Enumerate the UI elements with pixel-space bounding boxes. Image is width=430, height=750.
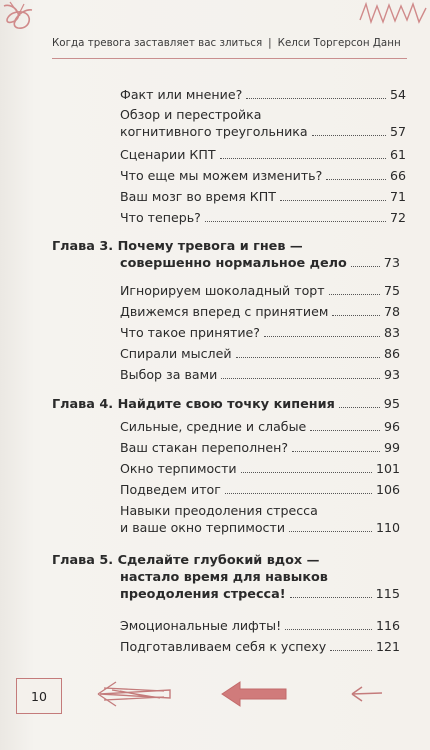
chapter-title-line2: настало время для навыков bbox=[120, 570, 328, 585]
toc-entry[interactable] bbox=[120, 167, 406, 184]
chapter-title-line3: преодоления стресса! bbox=[120, 587, 286, 602]
toc-entry[interactable] bbox=[120, 209, 406, 226]
toc-entry-page: 110 bbox=[375, 520, 400, 535]
toc-entry-page: 57 bbox=[389, 124, 406, 139]
toc-entry-page: 83 bbox=[383, 325, 400, 340]
toc-entry-page: 116 bbox=[375, 618, 400, 633]
toc-entry[interactable] bbox=[120, 418, 400, 435]
leader-dots bbox=[246, 98, 386, 99]
toc-entry-title: Подготавливаем себя к успеху bbox=[120, 639, 327, 654]
chapter-title-line2: совершенно нормальное дело bbox=[120, 256, 347, 271]
toc-chapter-3[interactable] bbox=[52, 238, 400, 272]
toc-entry-page: 71 bbox=[389, 189, 406, 204]
toc-entry-title: Сильные, средние и слабые bbox=[120, 419, 307, 434]
leader-dots bbox=[236, 357, 380, 358]
toc-entry-title: Выбор за вами bbox=[120, 367, 218, 382]
toc-entry-page: 72 bbox=[389, 210, 406, 225]
author-name: Келси Торгерсон Данн bbox=[277, 37, 401, 49]
toc-chapter-5[interactable] bbox=[52, 552, 400, 603]
toc-entry-title: Подведем итог bbox=[120, 482, 221, 497]
toc-entry[interactable] bbox=[120, 303, 400, 320]
toc-entry-title: Сценарии КПТ bbox=[120, 147, 216, 162]
toc-entry-page: 75 bbox=[383, 283, 400, 298]
toc-entry[interactable] bbox=[120, 324, 400, 341]
toc-entry[interactable] bbox=[120, 188, 406, 205]
toc-chapter-4[interactable] bbox=[52, 396, 400, 413]
leader-dots bbox=[264, 336, 380, 337]
arrow-left-icon bbox=[98, 682, 170, 706]
toc-entry-page: 93 bbox=[383, 367, 400, 382]
toc-entry[interactable] bbox=[120, 106, 406, 140]
toc-entry-title: Ваш стакан переполнен? bbox=[120, 440, 289, 455]
toc-entry[interactable] bbox=[120, 146, 406, 163]
toc-entry-page: 96 bbox=[383, 419, 400, 434]
toc-entry-title: Игнорируем шоколадный торт bbox=[120, 283, 325, 298]
footer-arrows bbox=[0, 660, 430, 730]
leader-dots bbox=[289, 531, 372, 532]
leader-dots bbox=[205, 221, 386, 222]
toc-entry-page: 61 bbox=[389, 147, 406, 162]
leader-dots bbox=[292, 451, 380, 452]
toc-entry-title: Что такое принятие? bbox=[120, 325, 260, 340]
toc-entry[interactable] bbox=[120, 502, 400, 536]
header-rule bbox=[52, 58, 407, 59]
leader-dots bbox=[332, 315, 380, 316]
chapter-title: Глава 3. Почему тревога и гнев — bbox=[52, 239, 303, 254]
toc-entry[interactable] bbox=[120, 617, 400, 634]
toc-entry[interactable] bbox=[120, 345, 400, 362]
toc-entry[interactable] bbox=[120, 282, 400, 299]
toc-entry-title: Спирали мыслей bbox=[120, 346, 232, 361]
chapter-title: Глава 4. Найдите свою точку кипения bbox=[52, 397, 335, 412]
leader-dots bbox=[220, 158, 386, 159]
leader-dots bbox=[330, 650, 372, 651]
leader-dots bbox=[280, 200, 386, 201]
leader-dots bbox=[312, 135, 386, 136]
scribble-doodle-icon bbox=[0, 0, 48, 40]
leader-dots bbox=[225, 493, 372, 494]
toc-entry[interactable] bbox=[120, 481, 400, 498]
book-title: Когда тревога заставляет вас злиться bbox=[52, 37, 263, 49]
running-header bbox=[52, 37, 422, 49]
toc-entry-page: 54 bbox=[389, 87, 406, 102]
toc-entry-page: 106 bbox=[375, 482, 400, 497]
leader-dots bbox=[351, 266, 380, 267]
toc-entry-title-line2: и ваше окно терпимости bbox=[120, 520, 286, 535]
leader-dots bbox=[290, 597, 372, 598]
toc-entry-title: Окно терпимости bbox=[120, 461, 237, 476]
leader-dots bbox=[310, 430, 380, 431]
toc-entry-title: Движемся вперед с принятием bbox=[120, 304, 329, 319]
chapter-page: 95 bbox=[383, 397, 400, 412]
leader-dots bbox=[221, 378, 380, 379]
chapter-page: 73 bbox=[383, 256, 400, 271]
zigzag-doodle-icon bbox=[358, 0, 430, 30]
arrow-left-icon bbox=[352, 687, 382, 701]
chapter-page: 115 bbox=[375, 587, 400, 602]
toc-entry[interactable] bbox=[120, 638, 400, 655]
header-separator: | bbox=[268, 37, 272, 49]
toc-entry-title: Что теперь? bbox=[120, 210, 201, 225]
arrow-left-icon bbox=[222, 682, 286, 706]
leader-dots bbox=[241, 472, 372, 473]
toc-entry-page: 101 bbox=[375, 461, 400, 476]
toc-entry[interactable] bbox=[120, 366, 400, 383]
toc-entry-title: Что еще мы можем изменить? bbox=[120, 168, 323, 183]
toc-entry-title: Обзор и перестройка bbox=[120, 107, 262, 122]
chapter-title: Глава 5. Сделайте глубокий вдох — bbox=[52, 553, 320, 568]
page-number-text: 10 bbox=[31, 688, 47, 704]
toc-entry-page: 99 bbox=[383, 440, 400, 455]
leader-dots bbox=[329, 294, 380, 295]
toc-entry-title-line2: когнитивного треугольника bbox=[120, 124, 308, 139]
leader-dots bbox=[339, 407, 380, 408]
toc-entry-page: 121 bbox=[375, 639, 400, 654]
leader-dots bbox=[326, 179, 386, 180]
toc-entry-title: Ваш мозг во время КПТ bbox=[120, 189, 276, 204]
toc-entry-title: Факт или мнение? bbox=[120, 87, 243, 102]
toc-entry-page: 66 bbox=[389, 168, 406, 183]
toc-entry[interactable] bbox=[120, 439, 400, 456]
toc-entry-title: Навыки преодоления стресса bbox=[120, 503, 318, 518]
toc-entry-page: 78 bbox=[383, 304, 400, 319]
toc-entry[interactable] bbox=[120, 460, 400, 477]
toc-entry-page: 86 bbox=[383, 346, 400, 361]
leader-dots bbox=[285, 629, 372, 630]
toc-entry[interactable] bbox=[120, 86, 406, 103]
toc-entry-title: Эмоциональные лифты! bbox=[120, 618, 282, 633]
